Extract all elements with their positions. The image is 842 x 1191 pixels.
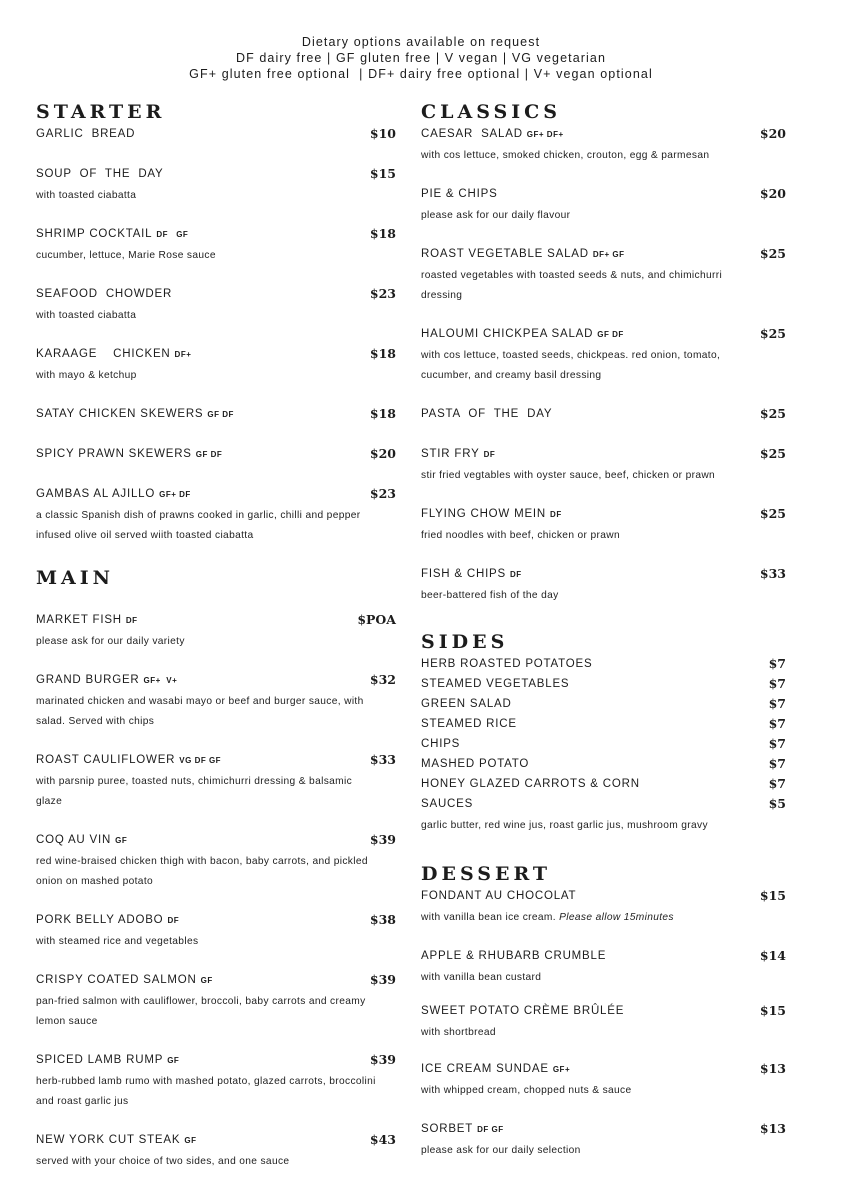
item-price: $25: [759, 506, 786, 521]
item-name-text: STIR FRY: [421, 448, 480, 460]
item-name: [421, 126, 564, 143]
description-text: please ask for our daily selection: [421, 1145, 581, 1156]
item-description: stir fried vegtables with oyster sauce, beef, chicken or prawn: [421, 470, 716, 481]
dietary-tags: DF: [550, 510, 562, 519]
item-price: $15: [369, 166, 396, 181]
item-description: with parsnip puree, toasted nuts, chimichurri dressing & balsamic glaze: [36, 776, 353, 807]
item-price: $33: [369, 752, 396, 767]
side-name: SAUCES: [421, 798, 474, 810]
item-name-text: GARLIC BREAD: [36, 128, 136, 140]
sides-title: SIDES: [421, 631, 509, 653]
description-text: with shortbread: [421, 1027, 496, 1038]
item-name-text: ICE CREAM SUNDAE: [421, 1063, 549, 1075]
dietary-tags: GF DF: [207, 410, 234, 419]
item-price: $20: [369, 446, 396, 461]
item-price: $43: [369, 1132, 396, 1147]
side-item: [421, 756, 786, 776]
item-name: [421, 948, 606, 964]
item-name-text: SPICY PRAWN SKEWERS: [36, 448, 192, 460]
item-name-text: FLYING CHOW MEIN: [421, 508, 547, 520]
item-description: with toasted ciabatta: [36, 190, 137, 201]
dietary-tags: GF+ DF: [159, 490, 191, 499]
item-price: $33: [759, 566, 786, 581]
dietary-tags: GF DF: [195, 450, 223, 459]
item-price: $14: [759, 948, 786, 963]
item-name-text: SPICED LAMB RUMP: [36, 1054, 164, 1066]
item-name-text: ROAST VEGETABLE SALAD: [421, 248, 589, 260]
item-name: [36, 486, 191, 503]
item-name-text: SEAFOOD CHOWDER: [36, 288, 173, 300]
dietary-tags: DF+ GF: [592, 250, 625, 259]
item-name: [36, 612, 138, 629]
item-name-text: NEW YORK CUT STEAK: [36, 1134, 181, 1146]
dietary-tags: GF+: [552, 1065, 571, 1074]
item-price: $25: [759, 326, 786, 341]
item-name-text: FISH & CHIPS: [421, 568, 507, 580]
item-description: [421, 968, 766, 988]
dessert-title: DESSERT: [421, 863, 552, 885]
item-price: $18: [369, 226, 396, 241]
description-note: Please allow 15minutes: [559, 912, 674, 923]
item-description: beer-battered fish of the day: [421, 590, 559, 601]
item-name-text: ROAST CAULIFLOWER: [36, 754, 176, 766]
item-name-text: HALOUMI CHICKPEA SALAD: [421, 328, 594, 340]
item-name: [421, 506, 562, 523]
dietary-tags: DF+: [174, 350, 192, 359]
item-price: $39: [369, 832, 396, 847]
side-item: [421, 696, 786, 716]
side-price: $7: [768, 736, 786, 751]
side-name: HERB ROASTED POTATOES: [421, 658, 593, 670]
item-name-text: KARAAGE CHICKEN: [36, 348, 171, 360]
item-name: [36, 752, 221, 769]
item-name: [36, 1132, 196, 1149]
item-price: $25: [759, 246, 786, 261]
item-name-text: CAESAR SALAD: [421, 128, 523, 140]
dietary-line-1: Dietary options available on request: [301, 35, 541, 49]
side-name: STEAMED VEGETABLES: [421, 678, 570, 690]
item-name-text: MARKET FISH: [36, 614, 122, 626]
item-price: $20: [759, 186, 786, 201]
side-item: [421, 676, 786, 696]
item-description: [421, 1023, 766, 1043]
item-name-text: PASTA OF THE DAY: [421, 408, 553, 420]
item-description: with cos lettuce, smoked chicken, crouton, egg & parmesan: [421, 150, 710, 161]
item-name-text: GRAND BURGER: [36, 674, 140, 686]
item-price: $18: [369, 346, 396, 361]
item-description: with mayo & ketchup: [36, 370, 137, 381]
dietary-tags: GF: [184, 1136, 197, 1145]
dietary-line-3: GF+ gluten free optional | DF+ dairy free optional | V+ vegan optional: [189, 67, 653, 81]
item-name: [36, 832, 127, 849]
side-name: HONEY GLAZED CARROTS & CORN: [421, 778, 640, 790]
item-price: $13: [759, 1121, 786, 1136]
dietary-tags: DF: [125, 616, 138, 625]
item-description: pan-fried salmon with cauliflower, broccoli, baby carrots and creamy lemon sauce: [36, 996, 366, 1027]
dietary-tags: GF: [200, 976, 213, 985]
item-name: [421, 566, 522, 583]
item-name: [36, 226, 188, 243]
item-name-text: APPLE & RHUBARB CRUMBLE: [421, 950, 607, 962]
item-description: please ask for our daily variety: [36, 636, 185, 647]
side-item: [421, 716, 786, 736]
dietary-line-2: DF dairy free | GF gluten free | V vegan | VG vegetarian: [235, 51, 607, 65]
item-description: with cos lettuce, toasted seeds, chickpeas. red onion, tomato, cucumber, and creamy basil dressing: [421, 350, 721, 381]
side-price: $7: [768, 696, 786, 711]
dietary-tags: GF+ V+: [143, 676, 178, 685]
item-name: [36, 1052, 179, 1069]
item-name-text: SORBET: [421, 1123, 474, 1135]
item-description: herb-rubbed lamb rumo with mashed potato, glazed carrots, broccolini and roast garlic jus: [36, 1076, 376, 1107]
main-title: MAIN: [36, 567, 115, 589]
starter-title: STARTER: [36, 101, 166, 123]
item-name: [36, 126, 135, 142]
item-price: $23: [369, 286, 396, 301]
item-price: $25: [759, 406, 786, 421]
side-price: $7: [768, 656, 786, 671]
side-item: [421, 796, 786, 816]
item-price: $15: [759, 1003, 786, 1018]
dietary-tags: DF GF: [477, 1125, 504, 1134]
dietary-tags: GF: [115, 836, 128, 845]
item-name-text: PORK BELLY ADOBO: [36, 914, 164, 926]
dietary-tags: DF: [167, 916, 180, 925]
item-name: [36, 446, 222, 463]
side-name: CHIPS: [421, 738, 461, 750]
description-text: with whipped cream, chopped nuts & sauce: [421, 1085, 632, 1096]
item-name-text: SATAY CHICKEN SKEWERS: [36, 408, 204, 420]
item-description: [421, 908, 766, 928]
item-description: [421, 1081, 766, 1101]
item-description: please ask for our daily flavour: [421, 210, 571, 221]
dietary-tags: DF GF: [156, 230, 189, 239]
item-price: $POA: [357, 612, 396, 627]
side-item: [421, 656, 786, 676]
item-name-text: COQ AU VIN: [36, 834, 112, 846]
side-item: [421, 736, 786, 756]
item-price: $39: [369, 972, 396, 987]
side-price: $7: [768, 676, 786, 691]
item-description: with steamed rice and vegetables: [36, 936, 199, 947]
item-description: with toasted ciabatta: [36, 310, 137, 321]
item-name: [421, 1061, 570, 1078]
item-price: $10: [369, 126, 396, 141]
item-description: red wine-braised chicken thigh with bacon, baby carrots, and pickled onion on mashed potato: [36, 856, 368, 887]
item-price: $38: [369, 912, 396, 927]
item-price: $32: [369, 672, 396, 687]
item-name: [36, 406, 234, 423]
item-name: [421, 888, 576, 904]
description-text: with vanilla bean ice cream.: [421, 912, 556, 923]
item-name: [36, 972, 213, 989]
item-name: [421, 1003, 624, 1019]
side-price: $7: [768, 776, 786, 791]
item-price: $18: [369, 406, 396, 421]
item-description: served with your choice of two sides, and one sauce: [36, 1156, 290, 1167]
item-name: [36, 286, 172, 302]
item-name-text: FONDANT AU CHOCOLAT: [421, 890, 577, 902]
item-name-text: PIE & CHIPS: [421, 188, 498, 200]
dietary-tags: VG DF GF: [179, 756, 222, 765]
item-description: fried noodles with beef, chicken or prawn: [421, 530, 620, 541]
item-name: [421, 406, 552, 422]
sauces-description: garlic butter, red wine jus, roast garlic jus, mushroom gravy: [421, 820, 708, 831]
dietary-tags: GF+ DF+: [526, 130, 564, 139]
item-name-text: SHRIMP COCKTAIL: [36, 228, 153, 240]
item-name: [36, 912, 179, 929]
item-price: $15: [759, 888, 786, 903]
item-description: marinated chicken and wasabi mayo or beef and burger sauce, with salad. Served with chips: [36, 696, 364, 727]
item-name: [421, 326, 624, 343]
item-description: roasted vegetables with toasted seeds & nuts, and chimichurri dressing: [421, 270, 723, 301]
description-text: with vanilla bean custard: [421, 972, 542, 983]
item-description: [421, 1141, 766, 1161]
item-name: [421, 186, 498, 202]
item-name: [421, 246, 625, 263]
item-name-text: CRISPY COATED SALMON: [36, 974, 197, 986]
item-name-text: SOUP OF THE DAY: [36, 168, 164, 180]
item-name-text: SWEET POTATO CRÈME BRÛLÉE: [421, 1005, 625, 1017]
item-name: [36, 166, 164, 182]
side-price: $5: [768, 796, 786, 811]
dietary-tags: DF: [483, 450, 496, 459]
side-price: $7: [768, 716, 786, 731]
item-name: [36, 346, 191, 363]
dietary-tags: GF: [167, 1056, 180, 1065]
item-price: $25: [759, 446, 786, 461]
item-name: [421, 1121, 504, 1138]
item-description: a classic Spanish dish of prawns cooked in garlic, chilli and pepper infused olive oil served wiith toasted ciabatta: [36, 510, 361, 541]
side-price: $7: [768, 756, 786, 771]
dietary-header: [0, 34, 842, 82]
item-price: $13: [759, 1061, 786, 1076]
side-item: [421, 776, 786, 796]
item-name-text: GAMBAS AL AJILLO: [36, 488, 156, 500]
item-price: $20: [759, 126, 786, 141]
dietary-tags: DF: [510, 570, 522, 579]
item-name: [36, 672, 177, 689]
item-name: [421, 446, 495, 463]
item-description: cucumber, lettuce, Marie Rose sauce: [36, 250, 216, 261]
item-price: $23: [369, 486, 396, 501]
side-name: STEAMED RICE: [421, 718, 517, 730]
classics-title: CLASSICS: [421, 101, 561, 123]
item-price: $39: [369, 1052, 396, 1067]
dietary-tags: GF DF: [597, 330, 624, 339]
side-name: GREEN SALAD: [421, 698, 512, 710]
side-name: MASHED POTATO: [421, 758, 530, 770]
